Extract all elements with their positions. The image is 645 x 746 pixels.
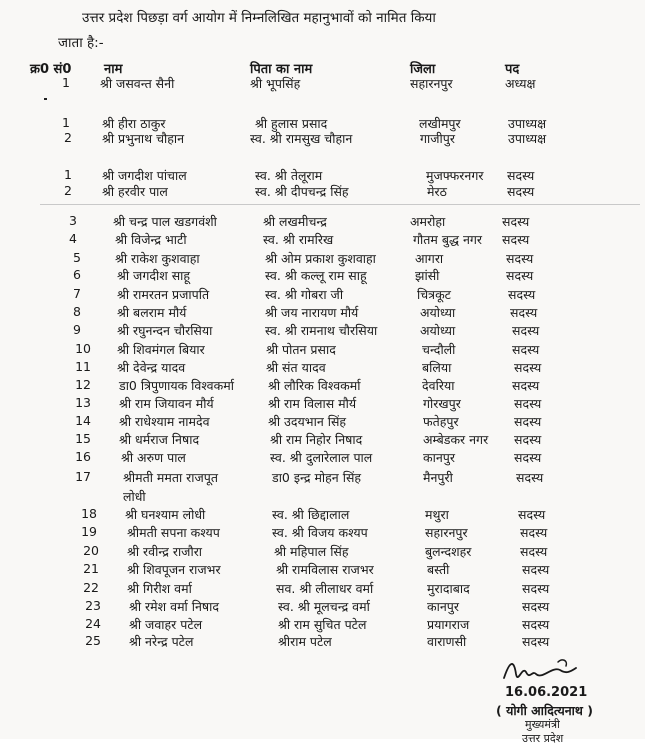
member-post: अध्यक्ष (505, 76, 536, 91)
member-post: सदस्य (522, 617, 550, 632)
member-serial-number: 1 (62, 115, 70, 130)
member-post: सदस्य (506, 268, 534, 283)
member-district: अयोध्या (420, 323, 456, 338)
member-district: देवरिया (422, 378, 455, 393)
member-post: सदस्य (516, 470, 544, 485)
intro-line-2: जाता है:- (58, 35, 104, 51)
member-serial-number: 15 (75, 431, 91, 446)
member-district: बलिया (422, 360, 452, 375)
member-post: सदस्य (507, 168, 535, 183)
member-name: श्रीमती ममता राजपूत (123, 470, 219, 485)
member-name: डा0 त्रिपुणायक विश्वकर्मा (119, 378, 234, 393)
member-name: श्री हरवीर पाल (102, 184, 168, 199)
member-father-name: श्री लौरिक विश्वकर्मा (268, 378, 361, 393)
member-name: श्री अरुण पाल (121, 450, 186, 465)
member-father-name: श्री राम विलास मौर्य (268, 396, 357, 411)
member-district: सहारनपुर (410, 76, 453, 91)
member-serial-number: 6 (73, 267, 81, 282)
member-serial-number: 12 (75, 377, 91, 392)
member-serial-number: 2 (64, 183, 72, 198)
member-name: श्री घनश्याम लोधी (125, 507, 206, 522)
member-father-name: स्व. श्री गोबरा जी (265, 287, 344, 302)
member-district: मैनपुरी (423, 470, 453, 485)
member-name: श्री विजेन्द्र भाटी (115, 232, 187, 247)
member-father-name: सव. श्री लीलाधर वर्मा (276, 581, 374, 596)
member-district: मुरादाबाद (427, 581, 470, 596)
member-serial-number: 22 (83, 580, 99, 595)
member-name: श्री शिवपूजन राजभर (127, 562, 221, 577)
member-name: श्री राकेश कुशवाहा (115, 251, 200, 266)
member-serial-number: 2 (64, 130, 72, 145)
member-post: सदस्य (514, 432, 542, 447)
member-name: श्री राधेश्याम नामदेव (119, 414, 210, 429)
member-father-name: स्व. श्री दीपचन्द्र सिंह (255, 184, 349, 199)
member-name: श्री गिरीश वर्मा (127, 581, 192, 596)
member-district: सहारनपुर (425, 525, 468, 540)
member-father-name: श्री उदयभान सिंह (268, 414, 347, 429)
member-name-continuation: लोधी (123, 489, 146, 504)
member-father-name: श्री राम निहोर निषाद (270, 432, 363, 447)
member-name: श्री रामरतन प्रजापति (117, 287, 210, 302)
member-father-name: श्री जय नारायण मौर्य (265, 305, 359, 320)
member-serial-number: 23 (85, 598, 101, 613)
member-serial-number: 11 (75, 359, 91, 374)
member-post: सदस्य (518, 507, 546, 522)
member-father-name: श्रीराम पटेल (278, 634, 332, 649)
member-serial-number: 21 (83, 561, 99, 576)
sheet-divider (40, 204, 640, 205)
intro-line-1: उत्तर प्रदेश पिछड़ा वर्ग आयोग में निम्नलिखित महानुभावों को नामित किया (82, 10, 436, 26)
member-serial-number: 9 (73, 322, 81, 337)
member-post: सदस्य (510, 305, 538, 320)
member-post: सदस्य (520, 544, 548, 559)
member-district: मेरठ (427, 184, 447, 199)
member-post: सदस्य (520, 525, 548, 540)
member-father-name: श्री रामविलास राजभर (276, 562, 374, 577)
member-post: सदस्य (502, 214, 530, 229)
member-serial-number: 1 (62, 75, 70, 90)
member-father-name: स्व. श्री तेलूराम (255, 168, 323, 183)
member-district: गाजीपुर (420, 131, 456, 146)
member-post: सदस्य (522, 634, 550, 649)
member-name: श्री नरेन्द्र पटेल (129, 634, 194, 649)
member-post: उपाध्यक्ष (508, 116, 547, 131)
member-serial-number: 20 (83, 543, 99, 558)
member-serial-number: 24 (85, 616, 101, 631)
signature-date: 16.06.2021 (505, 685, 588, 700)
member-name: श्रीमती सपना कश्यप (127, 525, 220, 540)
member-name: श्री हीरा ठाकुर (102, 116, 166, 131)
member-father-name: श्री लखमीचन्द्र (263, 214, 327, 229)
member-name: श्री जसवन्त सैनी (100, 76, 175, 91)
member-district: मथुरा (425, 507, 449, 522)
member-post: सदस्य (512, 378, 540, 393)
member-district: बस्ती (427, 562, 450, 577)
member-father-name: स्व. श्री विजय कश्यप (272, 525, 368, 540)
member-post: सदस्य (514, 450, 542, 465)
member-name: श्री देवेन्द्र यादव (117, 360, 186, 375)
header-father-name: पिता का नाम (250, 62, 313, 77)
member-serial-number: 8 (73, 304, 81, 319)
header-serial-number: क्र0 सं0 (30, 62, 72, 77)
member-serial-number: 16 (75, 449, 91, 464)
member-father-name: स्व. श्री कल्लू राम साहू (265, 268, 367, 283)
member-post: सदस्य (514, 396, 542, 411)
stray-dash-mark (44, 98, 47, 100)
member-serial-number: 5 (73, 250, 81, 265)
member-name: श्री रघुनन्दन चौरसिया (117, 323, 213, 338)
member-district: मुजफ्फरनगर (426, 168, 484, 183)
member-district: बुलन्दशहर (425, 544, 472, 559)
member-district: फतेहपुर (423, 414, 459, 429)
member-father-name: श्री हुलास प्रसाद (255, 116, 328, 131)
member-district: अमरोहा (410, 214, 446, 229)
signature-scribble-icon (500, 652, 580, 688)
member-post: उपाध्यक्ष (508, 131, 547, 146)
member-post: सदस्य (502, 232, 530, 247)
member-serial-number: 3 (69, 213, 77, 228)
member-name: श्री धर्मराज निषाद (119, 432, 200, 447)
member-serial-number: 17 (75, 469, 91, 484)
member-father-name: स्व. श्री मूलचन्द्र वर्मा (278, 599, 370, 614)
member-post: सदस्य (512, 342, 540, 357)
member-post: सदस्य (507, 184, 535, 199)
member-district: चित्रकूट (417, 287, 451, 302)
member-father-name: श्री संत यादव (266, 360, 326, 375)
member-serial-number: 25 (85, 633, 101, 648)
member-serial-number: 7 (73, 286, 81, 301)
member-district: कानपुर (427, 599, 459, 614)
header-post: पद (505, 62, 520, 77)
member-serial-number: 19 (81, 524, 97, 539)
member-name: श्री रमेश वर्मा निषाद (129, 599, 220, 614)
member-post: सदस्य (514, 360, 542, 375)
member-serial-number: 14 (75, 413, 91, 428)
member-name: श्री शिवमंगल बियार (117, 342, 205, 357)
member-father-name: श्री राम सुचित पटेल (278, 617, 367, 632)
member-post: सदस्य (514, 414, 542, 429)
member-district: प्रयागराज (427, 617, 470, 632)
member-district: अम्बेडकर नगर (423, 432, 489, 447)
member-father-name: स्व. श्री रामसुख चौहान (250, 131, 353, 146)
member-serial-number: 4 (69, 231, 77, 246)
member-father-name: डा0 इन्द्र मोहन सिंह (272, 470, 362, 485)
member-district: कानपुर (423, 450, 455, 465)
member-father-name: श्री महिपाल सिंह (274, 544, 349, 559)
member-district: वाराणसी (427, 634, 467, 649)
member-father-name: स्व. श्री दुलारेलाल पाल (270, 450, 373, 465)
signatory-name: ( योगी आदित्यनाथ ) (496, 703, 593, 718)
member-serial-number: 10 (75, 341, 91, 356)
member-post: सदस्य (506, 251, 534, 266)
member-name: श्री जवाहर पटेल (129, 617, 203, 632)
header-name: नाम (104, 62, 123, 77)
member-name: श्री राम जियावन मौर्य (119, 396, 214, 411)
member-serial-number: 1 (64, 167, 72, 182)
member-serial-number: 13 (75, 395, 91, 410)
member-post: सदस्य (522, 599, 550, 614)
member-district: गौतम बुद्ध नगर (413, 232, 483, 247)
member-father-name: श्री ओम प्रकाश कुशवाहा (265, 251, 376, 266)
member-district: चन्दौली (422, 342, 456, 357)
member-post: सदस्य (522, 581, 550, 596)
header-district: जिला (410, 62, 436, 77)
member-name: श्री बलराम मौर्य (117, 305, 187, 320)
signatory-state: उत्तर प्रदेश (522, 732, 564, 745)
member-father-name: श्री पोतन प्रसाद (266, 342, 336, 357)
member-name: श्री चन्द्र पाल खडगवंशी (113, 214, 217, 229)
signatory-designation: मुख्यमंत्री (525, 718, 560, 731)
member-district: अयोध्या (420, 305, 456, 320)
member-father-name: श्री भूपसिंह (250, 76, 301, 91)
member-father-name: स्व. श्री छिद्दालाल (272, 507, 350, 522)
member-name: श्री रवीन्द्र राजौरा (127, 544, 203, 559)
member-post: सदस्य (512, 323, 540, 338)
member-post: सदस्य (508, 287, 536, 302)
member-name: श्री प्रभुनाथ चौहान (102, 131, 185, 146)
member-serial-number: 18 (81, 506, 97, 521)
member-father-name: स्व. श्री रामरिख (263, 232, 334, 247)
member-name: श्री जगदीश साहू (117, 268, 191, 283)
member-father-name: स्व. श्री रामनाथ चौरसिया (265, 323, 378, 338)
member-district: झांसी (415, 268, 440, 283)
member-district: लखीमपुर (419, 116, 461, 131)
member-district: गोरखपुर (423, 396, 461, 411)
member-name: श्री जगदीश पांचाल (102, 168, 187, 183)
member-post: सदस्य (522, 562, 550, 577)
member-district: आगरा (415, 251, 444, 266)
